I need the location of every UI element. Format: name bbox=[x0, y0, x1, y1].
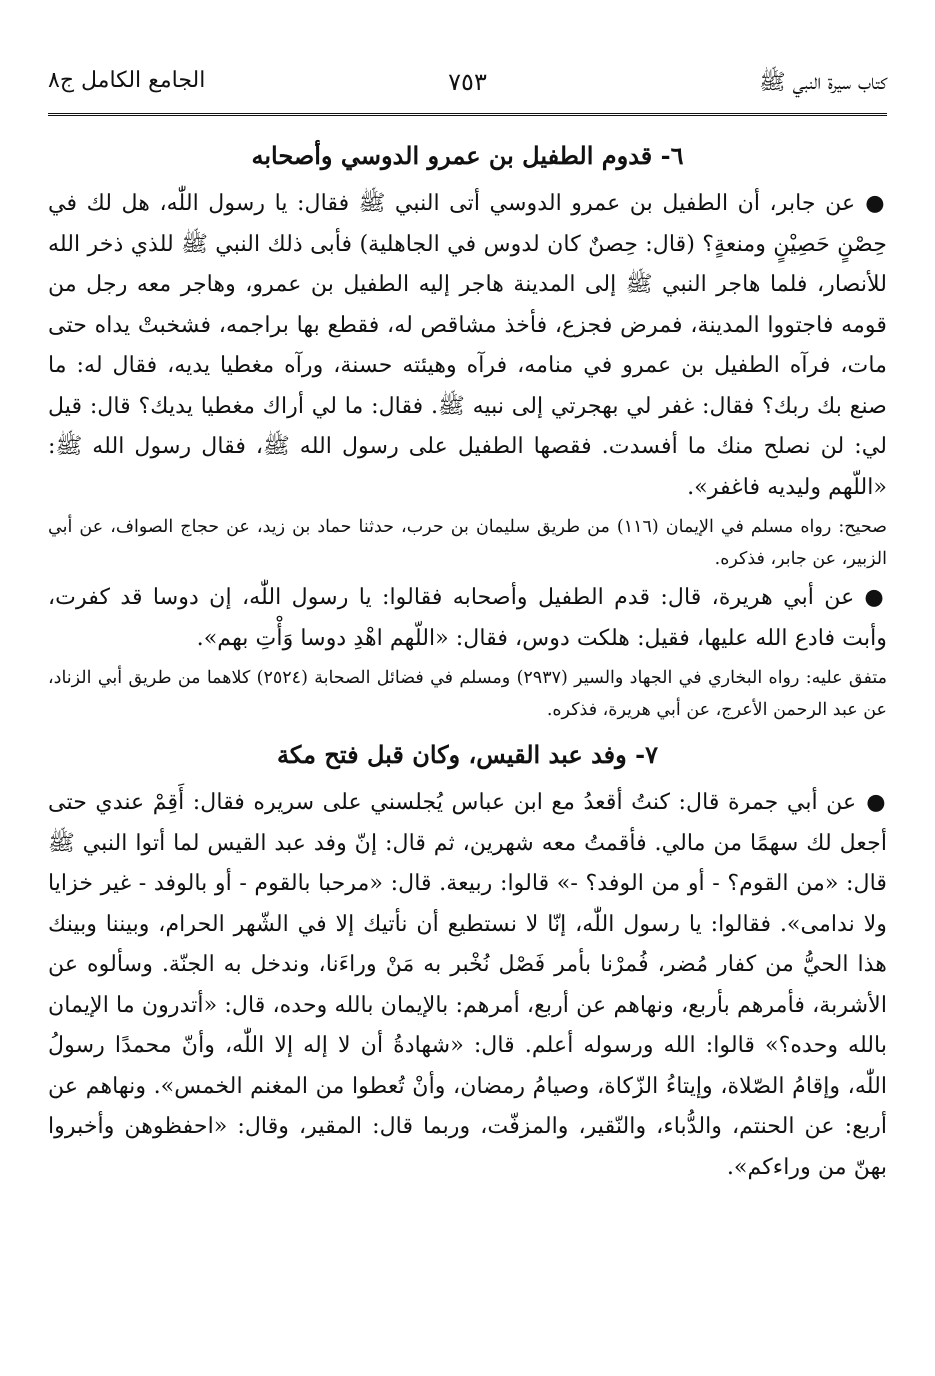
takhrij-note: متفق عليه: رواه البخاري في الجهاد والسير (٢٩٣٧) ومسلم في فضائل الصحابة (٢٥٢٤) كلاهما من طريق أبي الزناد، عن عبد الرحمن الأعرج، عن أبي هريرة، فذكره. bbox=[48, 668, 887, 720]
hadith-paragraph bbox=[48, 183, 887, 507]
hadith-paragraph bbox=[48, 782, 887, 1187]
hadith-paragraph bbox=[48, 577, 887, 658]
takhrij-note: صحيح: رواه مسلم في الإيمان (١١٦) من طريق سليمان بن حرب، حدثنا حماد بن زيد، عن حجاج الصواف، عن أبي الزبير، عن جابر، فذكره. bbox=[48, 517, 887, 569]
hadith-text: عن جابر، أن الطفيل بن عمرو الدوسي أتى النبي ﷺ فقال: يا رسول اللّٰه، هل لك في حِصْنٍ حَصِيْنٍ ومنعةٍ؟ (قال: حِصنٌ كان لدوس في الجاهلية) فأبى ذلك النبي ﷺ للذي ذخر الله للأنصار، فلما هاجر النبي ﷺ إلى المدينة هاجر إليه الطفيل بن عمرو، وهاجر معه رجل من قومه فاجتووا المدينة، فمرض فجزع، فأخذ مشاقص له، فقطع بها براجمه، فشخبتْ يداه حتى مات، فرآه الطفيل بن عمرو في منامه، فرآه وهيئته حسنة، ورآه مغطيا يديه، فقال له: ما صنع بك ربك؟ فقال: غفر لي بهجرتي إلى نبيه ﷺ. فقال: ما لي أراك مغطيا يديك؟ قال: قيل لي: لن نصلح منك ما أفسدت. فقصها الطفيل على رسول الله ﷺ، فقال رسول الله ﷺ: «اللّهم وليديه فاغفر». bbox=[48, 190, 887, 500]
volume-title: الجامع الكامل ج٨ bbox=[48, 68, 206, 93]
page-number: ٧٥٣ bbox=[448, 68, 487, 96]
running-header bbox=[48, 66, 887, 106]
page-body bbox=[48, 135, 887, 1187]
hadith-text: عن أبي جمرة قال: كنتُ أقعدُ مع ابن عباس يُجلسني على سريره فقال: أَقِمْ عندي حتى أجعل لك سهمًا من مالي. فأقمتُ معه شهرين، ثم قال: إنّ وفد عبد القيس لما أتوا النبي ﷺ قال: «من القوم؟ - أو من الوفد؟ -» قالوا: ربيعة. قال: «مرحبا بالقوم - أو بالوفد - غير خزايا ولا ندامى». فقالوا: يا رسول اللّٰه، إنّا لا نستطيع أن نأتيك إلا في الشّهر الحرام، وبيننا وبينك هذا الحيُّ من كفار مُضر، فُمرْنا بأمر فَصْل نُخْبر به مَنْ وراءَنا، وندخل به الجنّة. وسألوه عن الأشربة، فأمرهم بأربع، ونهاهم عن أربع، أمرهم: بالإيمان بالله وحده، قال: «أتدرون ما الإيمان بالله وحده؟» قالوا: الله ورسوله أعلم. قال: «شهادةُ أن لا إله إلا اللّٰه، وأنّ محمدًا رسولُ اللّٰه، وإقامُ الصّلاة، وإيتاءُ الزّكاة، وصيامُ رمضان، وأنْ تُعطوا من المغنم الخمس». ونهاهم عن أربع: عن الحنتم، والدُّباء، والنّقير، والمزفّت، وربما قال: المقير، وقال: «احفظوهن وأخبروا بهنّ من وراءكم». bbox=[48, 789, 887, 1180]
hadith-text: عن أبي هريرة، قال: قدم الطفيل وأصحابه فقالوا: يا رسول اللّٰه، إن دوسا قد كفرت، وأبت فادع الله عليها، فقيل: هلكت دوس، فقال: «اللّهم اهْدِ دوسا وَأْتِ بهم». bbox=[48, 584, 887, 651]
bullet-icon: ● bbox=[866, 789, 887, 815]
section-heading: ٧- وفد عبد القيس، وكان قبل فتح مكة bbox=[277, 740, 658, 769]
header-divider bbox=[48, 113, 887, 119]
section-heading: ٦- قدوم الطفيل بن عمرو الدوسي وأصحابه bbox=[251, 141, 684, 170]
bullet-icon: ● bbox=[864, 584, 887, 610]
book-section-title: كتاب سيرة النبي ﷺ bbox=[759, 70, 887, 95]
bullet-icon: ● bbox=[865, 190, 887, 216]
